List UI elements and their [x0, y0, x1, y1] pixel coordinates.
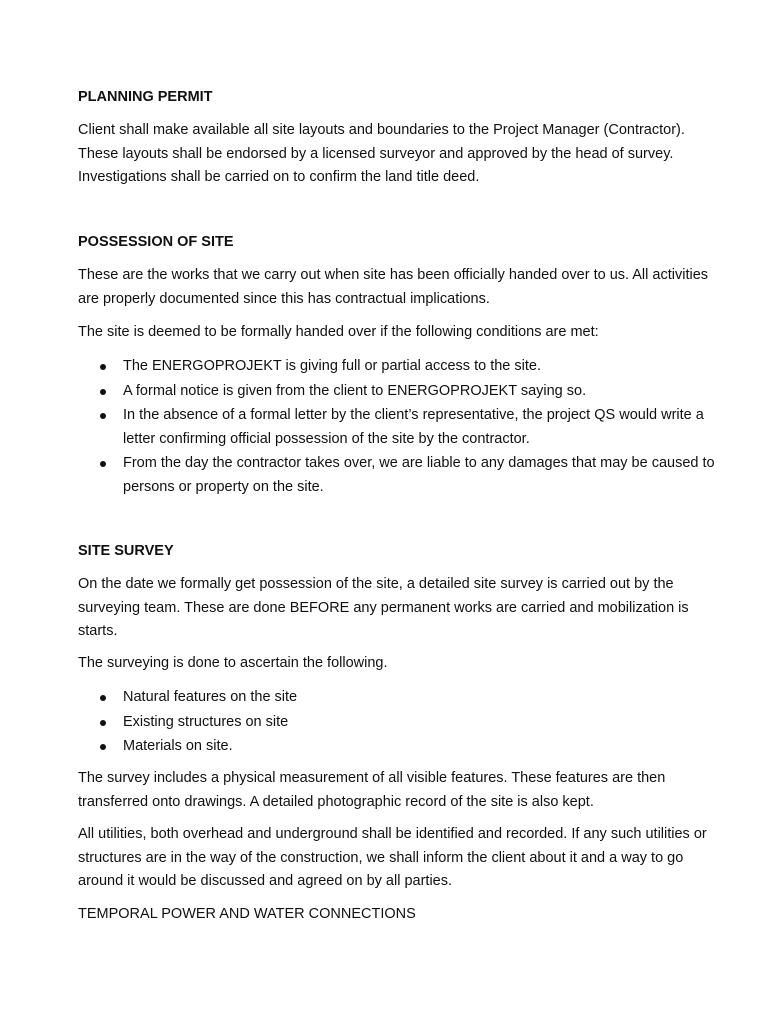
list-item-text: Existing structures on site: [123, 713, 289, 730]
survey-paragraph-1-block: [78, 573, 718, 644]
possession-conditions-list-block: [78, 355, 718, 500]
bullet-icon: [100, 364, 106, 370]
list-item: [78, 711, 718, 735]
list-item-text: Materials on site.: [123, 738, 233, 754]
list-item-text: A formal notice is given from the client to ENERGOPROJEKT saying so.: [123, 382, 587, 399]
list-item: [78, 380, 718, 404]
survey-paragraph-1: On the date we formally get possession of the site, a detailed site survey is carried out by the surveying team. These are done BEFORE any permanent works are carried and mobilization is starts.: [78, 576, 689, 639]
possession-paragraph-2-block: [78, 321, 718, 345]
section-heading-site-survey: SITE SURVEY: [78, 543, 174, 559]
bullet-icon: [100, 720, 106, 726]
list-item-text: The ENERGOPROJEKT is giving full or partial access to the site.: [123, 358, 541, 374]
list-item-text: In the absence of a formal letter by the client’s representative, the project QS would write a letter confirming official possession of the site by the contractor.: [123, 407, 704, 447]
possession-conditions-list: [78, 355, 718, 499]
planning-permit-section: [78, 86, 718, 110]
temporal-section: [78, 903, 718, 927]
possession-section: [78, 231, 718, 255]
survey-paragraph-3: The survey includes a physical measurement of all visible features. These features are then transferred onto drawings. A detailed photographic record of the site is also kept.: [78, 770, 666, 810]
bullet-icon: [100, 695, 106, 701]
survey-paragraph-3-block: [78, 767, 718, 814]
list-item: [78, 355, 718, 379]
survey-paragraph-4: All utilities, both overhead and underground shall be identified and recorded. If any such utilities or structures are in the way of the construction, we shall inform the client about it and a way to go around it would be discussed and agreed on by all parties.: [78, 826, 707, 889]
possession-paragraph-1-block: [78, 264, 718, 311]
planning-permit-paragraph-block: [78, 119, 718, 190]
section-heading-planning-permit: PLANNING PERMIT: [78, 89, 213, 105]
bullet-icon: [100, 461, 106, 467]
section-heading-temporal-power-water: TEMPORAL POWER AND WATER CONNECTIONS: [78, 906, 416, 922]
planning-permit-paragraph: Client shall make available all site layouts and boundaries to the Project Manager (Contractor). These layouts shall be endorsed by a licensed surveyor and approved by the head of survey. Investigations shall be carried on to confirm the land title deed.: [78, 122, 685, 185]
survey-items-list: [78, 686, 718, 759]
survey-items-list-block: [78, 686, 718, 760]
bullet-icon: [100, 389, 106, 395]
list-item-text: From the day the contractor takes over, we are liable to any damages that may be caused to persons or property on the site.: [123, 455, 715, 495]
bullet-icon: [100, 744, 106, 750]
survey-paragraph-2: The surveying is done to ascertain the following.: [78, 655, 388, 671]
list-item: [78, 686, 718, 710]
bullet-icon: [100, 413, 106, 419]
possession-paragraph-1: These are the works that we carry out when site has been officially handed over to us. All activities are properly documented since this has contractual implications.: [78, 267, 709, 307]
survey-paragraph-4-block: [78, 823, 718, 894]
list-item: [78, 452, 718, 499]
list-item-text: Natural features on the site: [123, 689, 298, 705]
possession-paragraph-2: The site is deemed to be formally handed over if the following conditions are met:: [78, 324, 599, 340]
list-item: [78, 404, 718, 451]
section-heading-possession-of-site: POSSESSION OF SITE: [78, 234, 234, 250]
survey-paragraph-2-block: [78, 652, 718, 676]
list-item: [78, 735, 718, 759]
site-survey-section: [78, 540, 718, 564]
